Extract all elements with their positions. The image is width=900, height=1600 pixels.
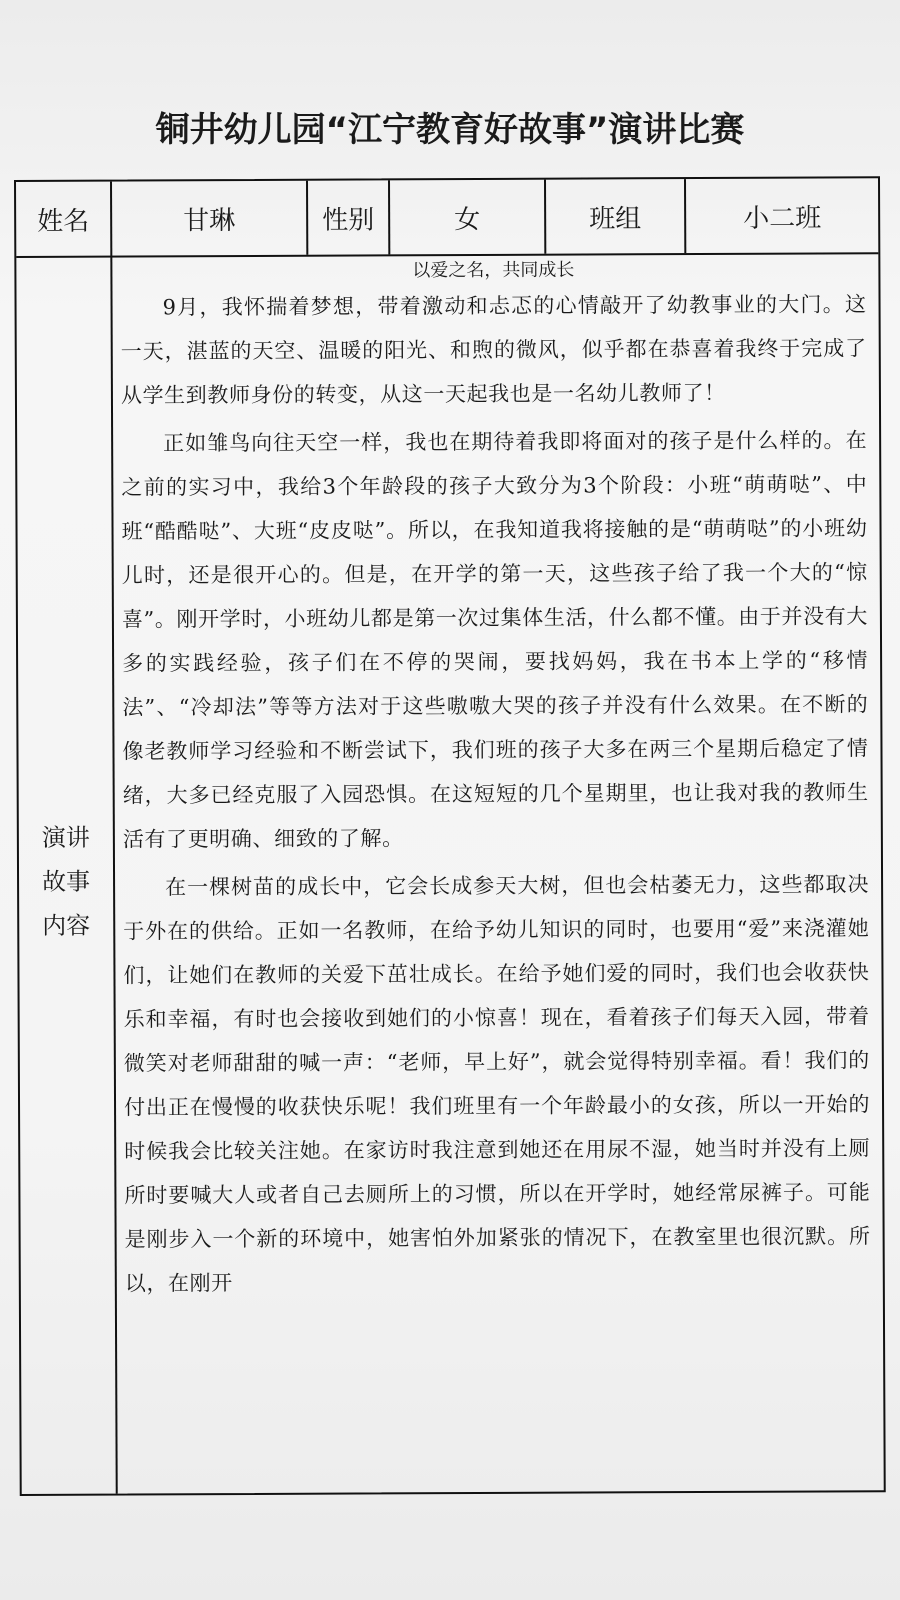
story-paragraph-3: 在一棵树苗的成长中，它会长成参天大树，但也会枯萎无力，这些都取决于外在的供给。正如一名教师，在给予幼儿知识的同时，也要用“爱”来浇灌她们，让她们在教师的关爱下茁壮成长。在给予她们爱的同时，我们也会收获快乐和幸福，有时也会接收到她们的小惊喜！现在，看着孩子们每天入园，带着微笑对老师甜甜的喊一声：“老师，早上好”，就会觉得特别幸福。看！我们的付出正在慢慢的收获快乐呢！我们班里有一个年龄最小的女孩，所以一开始的时候我会比较关注她。在家访时我注意到她还在用尿不湿，她当时并没有上厕所时要喊大人或者自己去厕所上的习惯，所以在开学时，她经常尿裤子。可能是刚步入一个新的环境中，她害怕外加紧张的情况下，在教室里也很沉默。所以，在刚开 [123,872,871,1296]
story-paragraph-2: 正如雏鸟向往天空一样，我也在期待着我即将面对的孩子是什么样的。在之前的实习中，我给3个年龄段的孩子大致分为3个阶段：小班“萌萌哒”、中班“酷酷哒”、大班“皮皮哒”。所以，在我知道我将接触的是“萌萌哒”的小班幼儿时，还是很开心的。但是，在开学的第一天，这些孩子给了我一个大的“惊喜”。刚开学时，小班幼儿都是第一次过集体生活，什么都不懂。由于并没有大多的实践经验，孩子们在不停的哭闹，要找妈妈，我在书本上学的“移情法”、“冷却法”等等方法对于这些嗷嗷大哭的孩子并没有什么效果。在不断的像老教师学习经验和不断尝试下，我们班的孩子大多在两三个星期后稳定了情绪，大多已经克服了入园恐惧。在这短短的几个星期里，也让我对我的教师生活有了更明确、细致的了解。 [121,428,869,852]
story-title: 以爱之名，共同成长 [412,259,575,282]
section-label [19,816,114,948]
name-value: 甘琳 [112,181,308,256]
document-title: 铜井幼儿园“江宁教育好故事”演讲比赛 [155,110,745,150]
section-label-cell [16,256,117,1494]
story-content [114,256,871,1305]
header-row [16,178,878,258]
class-label: 班组 [546,179,686,254]
section-label-line-3: 内容 [42,911,91,940]
story-paragraph-1: 9月，我怀揣着梦想，带着激动和忐忑的心情敲开了幼教事业的大门。这一天，湛蓝的天空、温暖的阳光、和煦的微风，似乎都在恭喜着我终于完成了从学生到教师身份的转变，从这一天起我也是一名幼儿教师了！ [120,292,867,408]
entry-form-table [14,176,886,1496]
section-label-line-1: 演讲 [41,823,90,852]
gender-value: 女 [390,180,546,255]
name-label: 姓名 [16,182,112,256]
class-value: 小二班 [743,202,822,234]
gender-label: 性别 [308,180,390,254]
section-label-line-2: 故事 [42,867,91,896]
